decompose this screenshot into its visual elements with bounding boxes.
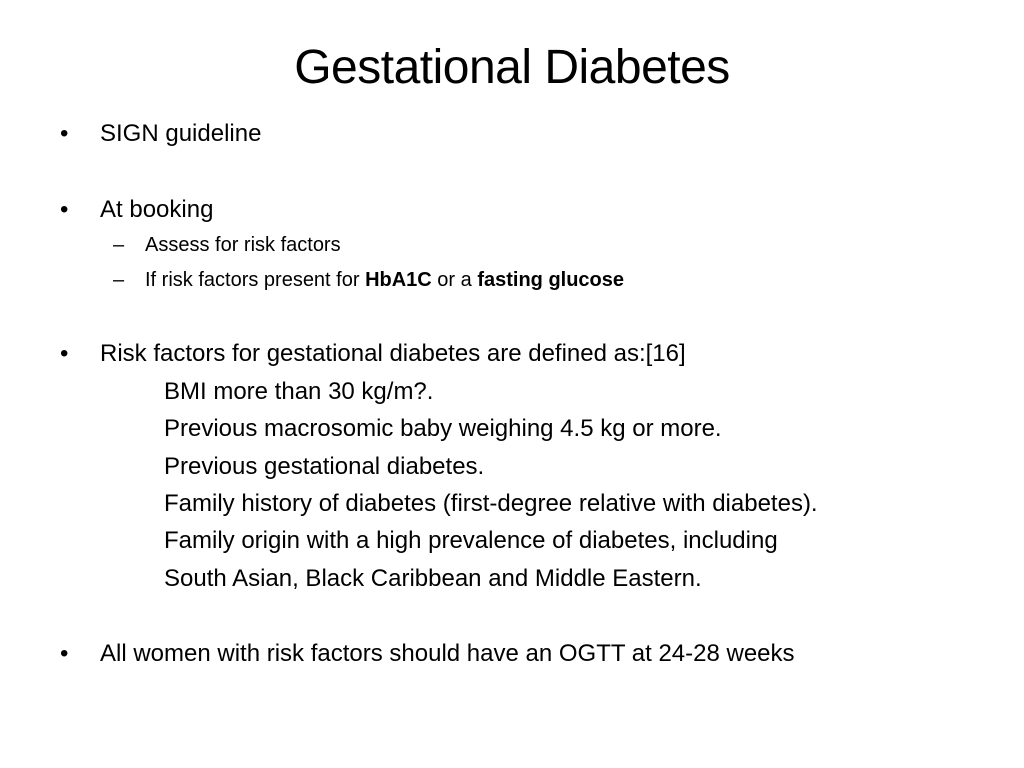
hba1c-term: HbA1C [365,269,432,291]
sub-item-text [145,266,624,294]
sub-item-text: Assess for risk factors [145,234,341,256]
dash-icon: – [113,234,125,256]
bullet-icon: • [60,196,69,223]
bullet-icon: • [60,340,69,367]
fasting-glucose-term: fasting glucose [477,269,625,291]
sub-item-middle: or a [431,269,478,291]
bullet-text: Risk factors for gestational diabetes are defined as:[16] [100,340,686,367]
risk-factor-line: Previous macrosomic baby weighing 4.5 kg or more. [164,415,722,442]
dash-icon: – [113,269,125,291]
bullet-text: All women with risk factors should have an OGTT at 24-28 weeks [100,640,795,667]
risk-factor-line: BMI more than 30 kg/m?. [164,378,434,405]
bullet-text: SIGN guideline [100,120,262,147]
bullet-text: At booking [100,196,214,223]
risk-factor-line: Previous gestational diabetes. [164,453,485,480]
slide-title: Gestational Diabetes [294,41,730,94]
risk-factor-line: South Asian, Black Caribbean and Middle Eastern. [164,565,702,592]
bullet-icon: • [60,120,69,147]
risk-factor-line: Family origin with a high prevalence of diabetes, including [164,527,778,554]
sub-item-prefix: If risk factors present for [145,269,366,291]
risk-factor-line: Family history of diabetes (first-degree relative with diabetes). [164,490,818,517]
bullet-icon: • [60,640,69,667]
